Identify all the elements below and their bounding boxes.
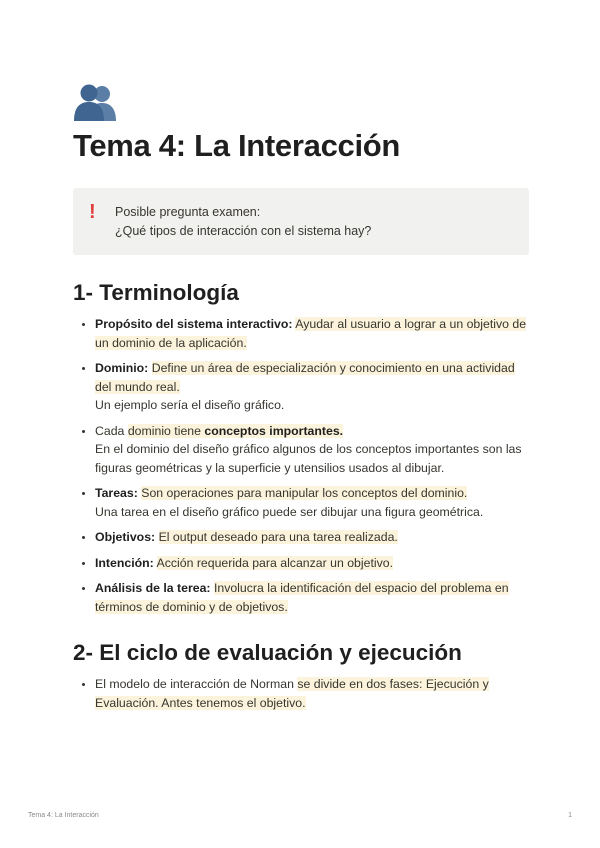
item-highlight: Son operaciones para manipular los conceptos del dominio. [141, 486, 468, 500]
terminology-list [73, 315, 529, 616]
list-item [95, 422, 529, 478]
page-content [73, 82, 529, 719]
item-prefix: Cada [95, 423, 128, 438]
item-highlight-bold: conceptos importantes. [204, 423, 344, 438]
item-term: Objetivos: [95, 530, 156, 544]
item-term: Análisis de la terea: [95, 581, 211, 595]
item-extra: Un ejemplo sería el diseño gráfico. [95, 398, 285, 412]
exclamation-icon: ! [89, 201, 96, 223]
item-term: Propósito del sistema interactivo: [95, 317, 293, 331]
item-term: Intención: [95, 555, 154, 570]
item-highlight: El output deseado para una tarea realizada. [158, 530, 398, 544]
item-extra: En el dominio del diseño gráfico algunos de los conceptos importantes son las figuras geométricas y la superficie y utensilios usados al dibujar. [95, 442, 522, 475]
exam-callout [73, 188, 529, 255]
item-highlight: dominio tiene [127, 423, 205, 438]
item-highlight: se divide en dos fases: Ejecución y Evaluación. Antes tenemos el objetivo. [95, 677, 489, 710]
callout-line-1: Posible pregunta examen: [115, 205, 261, 219]
list-item [95, 315, 529, 352]
page-number: 1 [568, 812, 572, 819]
item-highlight: Define un área de especialización y conocimiento en una actividad del mundo real. [95, 361, 515, 394]
list-item [95, 359, 529, 415]
item-extra: Una tarea en el diseño gráfico puede ser dibujar una figura geométrica. [95, 504, 484, 519]
item-highlight: Ayudar al usuario a lograr a un objetivo de un dominio de la aplicación. [95, 317, 527, 350]
item-term: Tareas: [95, 486, 138, 500]
page-title: Tema 4: La Interacción [73, 128, 401, 163]
list-item [95, 528, 529, 547]
item-highlight: Involucra la identificación del espacio del problema en términos de dominio y de objetivos. [95, 581, 509, 614]
item-term: Dominio: [95, 361, 149, 375]
footer-title: Tema 4: La Interacción [28, 812, 99, 819]
item-highlight: Acción requerida para alcanzar un objetivo. [156, 555, 394, 570]
list-item [95, 554, 529, 573]
callout-line-2: ¿Qué tipos de interacción con el sistema hay? [115, 224, 372, 238]
item-prefix: El modelo de interacción de Norman [95, 677, 298, 691]
section-heading-terminologia: 1- Terminología [73, 280, 239, 305]
list-item [95, 675, 529, 712]
list-item [95, 484, 529, 521]
cycle-list [73, 675, 529, 712]
list-item [95, 579, 529, 616]
callout-text [115, 203, 371, 241]
page-footer [28, 812, 572, 819]
people-icon [73, 82, 117, 122]
section-heading-ciclo: 2- El ciclo de evaluación y ejecución [73, 640, 462, 665]
